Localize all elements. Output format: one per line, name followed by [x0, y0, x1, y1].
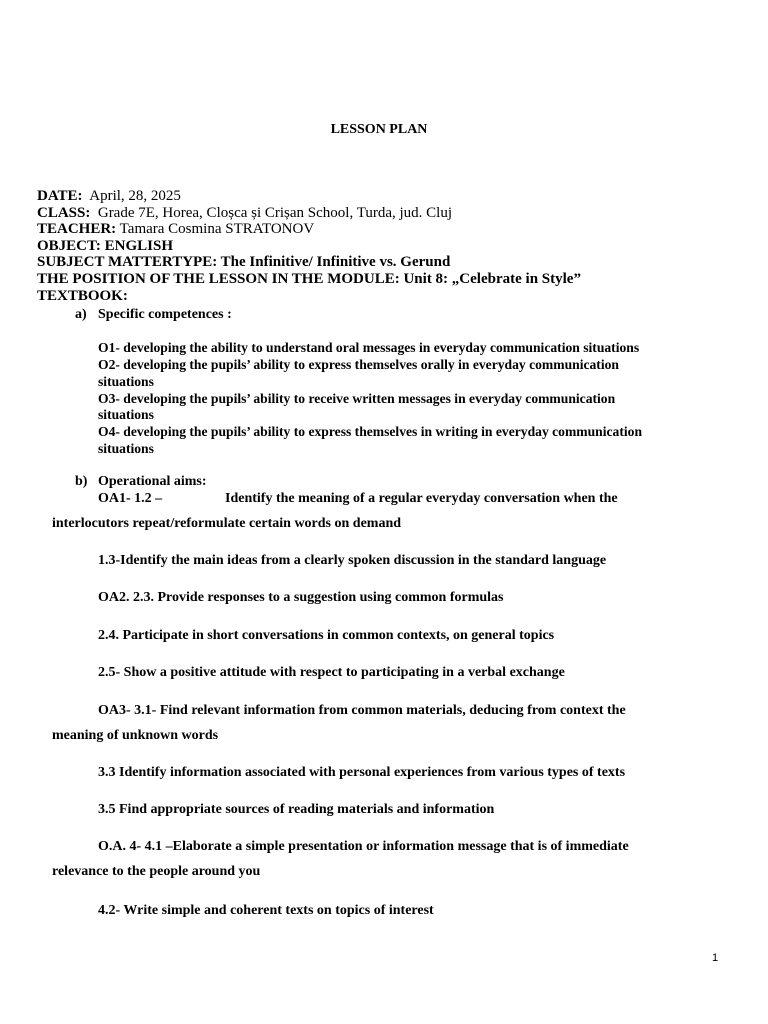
subject-line: SUBJECT MATTERTYPE: The Infinitive/ Infinitive vs. Gerund [37, 254, 451, 270]
competence-o3: O3- developing the pupils’ ability to receive written messages in everyday communication [98, 391, 616, 406]
section-a-heading: Specific competences : [98, 307, 232, 322]
lesson-position-line: THE POSITION OF THE LESSON IN THE MODULE: Unit 8: „Celebrate in Style” [37, 271, 581, 287]
section-b-marker: b) [75, 474, 88, 489]
oa2-2-5: 2.5- Show a positive attitude with respect to participating in a verbal exchange [98, 665, 565, 680]
textbook-line: TEXTBOOK: [37, 288, 128, 304]
competence-o4-cont: situations [98, 441, 154, 456]
class-label: CLASS: [37, 205, 91, 221]
oa4-4-1-cont: relevance to the people around you [52, 864, 261, 879]
page-number: 1 [712, 952, 719, 964]
competence-o2: O2- developing the pupils’ ability to express themselves orally in everyday communication [98, 357, 619, 372]
competence-o1: O1- developing the ability to understand oral messages in everyday communication situations [98, 340, 640, 355]
date-label: DATE: [37, 188, 83, 204]
teacher-value: Tamara Cosmina STRATONOV [119, 221, 315, 237]
oa3-3-3: 3.3 Identify information associated with personal experiences from various types of texts [98, 765, 626, 780]
oa3-3-1-cont: meaning of unknown words [52, 728, 219, 743]
competence-o2-cont: situations [98, 374, 154, 389]
competence-o4: O4- developing the pupils’ ability to express themselves in writing in everyday communication [98, 424, 643, 439]
date-value: April, 28, 2025 [89, 188, 181, 204]
oa3-3-1: OA3- 3.1- Find relevant information from common materials, deducing from context the [98, 703, 626, 718]
teacher-label: TEACHER: [37, 221, 117, 237]
teacher-line [37, 221, 314, 238]
oa1-code: OA1- 1.2 – [98, 491, 163, 506]
oa1-1-3: 1.3-Identify the main ideas from a clearly spoken discussion in the standard language [98, 553, 607, 568]
section-a-marker: a) [75, 307, 87, 322]
oa1-text: Identify the meaning of a regular everyday conversation when the [225, 491, 618, 506]
object-line: OBJECT: ENGLISH [37, 238, 174, 254]
oa4-4-2: 4.2- Write simple and coherent texts on topics of interest [98, 903, 434, 918]
oa3-3-5: 3.5 Find appropriate sources of reading materials and information [98, 802, 495, 817]
class-value: Grade 7E, Horea, Cloșca și Crișan School, Turda, jud. Cluj [97, 205, 452, 221]
oa2-2-3: OA2. 2.3. Provide responses to a suggestion using common formulas [98, 590, 504, 605]
class-line [37, 205, 452, 222]
oa2-2-4: 2.4. Participate in short conversations in common contexts, on general topics [98, 628, 555, 643]
competence-o3-cont: situations [98, 407, 154, 422]
oa1-text-cont: interlocutors repeat/reformulate certain words on demand [52, 516, 402, 531]
oa4-4-1: O.A. 4- 4.1 –Elaborate a simple presentation or information message that is of immediate [98, 839, 629, 854]
section-b-heading: Operational aims: [98, 474, 207, 489]
date-line [37, 188, 181, 205]
page-title: LESSON PLAN [330, 122, 428, 137]
